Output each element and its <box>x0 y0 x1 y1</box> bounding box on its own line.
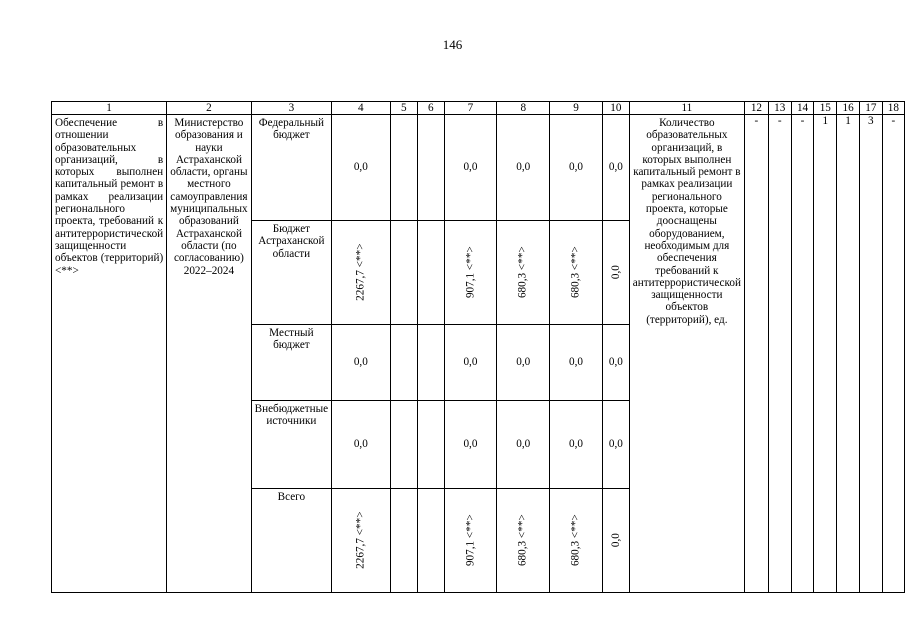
value-cell-9 <box>550 221 603 325</box>
value-cell-6 <box>418 221 444 325</box>
value-cell-10: 0,0 <box>602 115 629 221</box>
indicator-value-15: 1 <box>814 115 837 593</box>
funding-source-cell <box>251 489 332 593</box>
value-cell-total: 0,0 <box>332 401 390 489</box>
column-number: 17 <box>859 102 882 115</box>
rotated-value: 680,3 <**> <box>569 246 582 299</box>
value-cell-8: 0,0 <box>497 115 550 221</box>
value-cell-total <box>332 221 390 325</box>
column-number: 9 <box>550 102 603 115</box>
value-cell-9 <box>550 489 603 593</box>
indicator-value-14: - <box>791 115 814 593</box>
funding-source-label: Внебюджетные источники <box>254 403 329 428</box>
indicator-value-17: 3 <box>859 115 882 593</box>
column-number: 14 <box>791 102 814 115</box>
responsible-cell <box>167 115 251 593</box>
value-cell-5 <box>390 325 418 401</box>
value-cell-8: 0,0 <box>497 325 550 401</box>
funding-source-cell <box>251 115 332 221</box>
value-cell-total: 0,0 <box>332 115 390 221</box>
column-number: 15 <box>814 102 837 115</box>
column-number: 4 <box>332 102 390 115</box>
responsible-executor: Министерство образования и науки Астраханской области, органы местного самоуправления муниципальных образований Астраханской области (по согласованию) 2022–2024 <box>170 117 248 277</box>
value-cell-9: 0,0 <box>550 401 603 489</box>
rotated-value: 680,3 <**> <box>517 514 530 567</box>
value-cell-9: 0,0 <box>550 115 603 221</box>
rotated-value: 2267,7 <**> <box>354 243 367 302</box>
column-number: 13 <box>768 102 791 115</box>
rotated-value: 2267,7 <**> <box>354 511 367 570</box>
value-cell-9: 0,0 <box>550 325 603 401</box>
value-cell-8 <box>497 489 550 593</box>
funding-source-label: Всего <box>277 491 306 503</box>
funding-source-label: Федеральный бюджет <box>258 117 324 142</box>
rotated-value: 907,1 <**> <box>464 246 477 299</box>
rotated-value: 680,3 <**> <box>517 246 530 299</box>
column-number: 2 <box>167 102 251 115</box>
activity-description: Обеспечение в отношении образовательных организаций, в которых выполнен капитальный ремонт в рамках реализации регионального проекта, требований к антитеррористической защищенности объектов (территорий)<**> <box>55 117 164 277</box>
funding-source-label: Бюджет Астраханской области <box>258 223 325 260</box>
value-cell-6 <box>418 489 444 593</box>
funding-source-cell <box>251 221 332 325</box>
value-cell-8 <box>497 221 550 325</box>
column-number: 8 <box>497 102 550 115</box>
column-number: 16 <box>837 102 860 115</box>
value-cell-6 <box>418 115 444 221</box>
column-number: 10 <box>602 102 629 115</box>
value-cell-5 <box>390 221 418 325</box>
column-number: 11 <box>629 102 744 115</box>
indicator-value-18: - <box>882 115 904 593</box>
value-cell-7 <box>444 489 497 593</box>
funding-source-cell <box>251 325 332 401</box>
value-cell-total <box>332 489 390 593</box>
funding-row-federal <box>52 115 905 221</box>
rotated-value: 680,3 <**> <box>569 514 582 567</box>
rotated-value: 907,1 <**> <box>464 514 477 567</box>
funding-source-cell <box>251 401 332 489</box>
value-cell-8: 0,0 <box>497 401 550 489</box>
value-cell-10: 0,0 <box>602 325 629 401</box>
column-number: 6 <box>418 102 444 115</box>
indicator-label: Количество образовательных организаций, в которых выполнен капитальный ремонт в рамках реализации регионального проекта, которые дооснащены оборудованием, необходимым для обеспечения требований к антитеррористической защищенности объектов (территорий), ед. <box>632 117 741 326</box>
value-cell-10 <box>602 489 629 593</box>
column-number: 7 <box>444 102 497 115</box>
value-cell-10 <box>602 221 629 325</box>
page-number: 146 <box>442 37 463 52</box>
column-number: 18 <box>882 102 904 115</box>
column-number: 12 <box>744 102 768 115</box>
indicator-value-12: - <box>744 115 768 593</box>
column-number: 5 <box>390 102 418 115</box>
value-cell-7 <box>444 221 497 325</box>
value-cell-6 <box>418 325 444 401</box>
indicator-cell <box>629 115 744 593</box>
value-cell-7: 0,0 <box>444 115 497 221</box>
value-cell-5 <box>390 115 418 221</box>
value-cell-total: 0,0 <box>332 325 390 401</box>
column-number-row <box>52 102 905 115</box>
funding-source-label: Местный бюджет <box>269 327 314 352</box>
column-number: 3 <box>251 102 332 115</box>
value-cell-7: 0,0 <box>444 325 497 401</box>
value-cell-5 <box>390 401 418 489</box>
activity-description-cell <box>52 115 167 593</box>
value-cell-10: 0,0 <box>602 401 629 489</box>
indicator-value-16: 1 <box>837 115 860 593</box>
value-cell-7: 0,0 <box>444 401 497 489</box>
column-number: 1 <box>52 102 167 115</box>
indicator-value-13: - <box>768 115 791 593</box>
budget-table <box>51 101 905 593</box>
value-cell-5 <box>390 489 418 593</box>
rotated-value: 0,0 <box>609 533 622 548</box>
value-cell-6 <box>418 401 444 489</box>
rotated-value: 0,0 <box>609 265 622 280</box>
